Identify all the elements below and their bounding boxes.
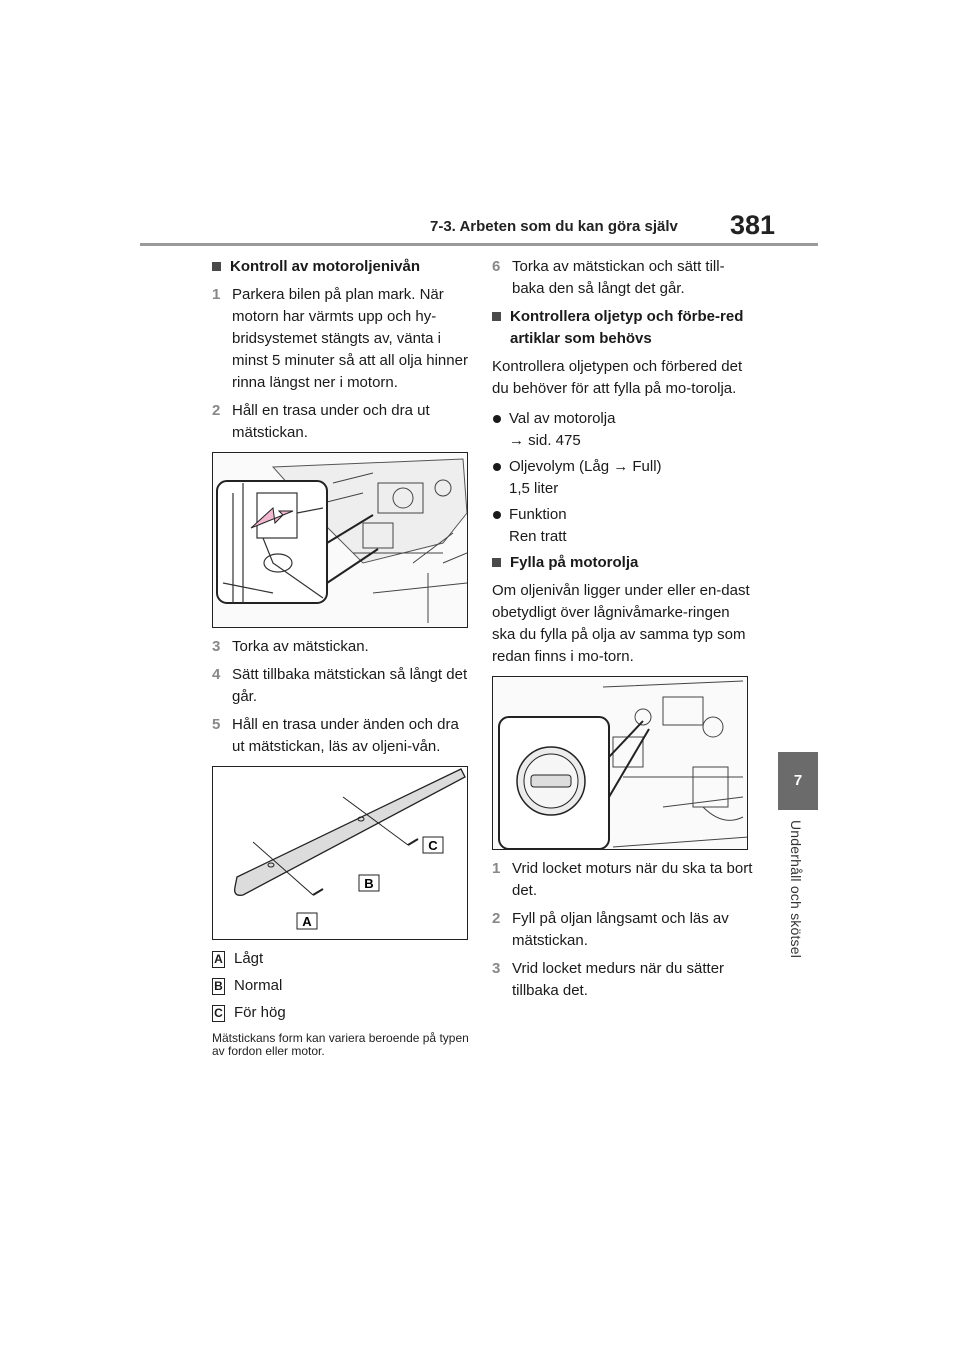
- section-heading: Kontrollera oljetyp och förbe-red artiklar som behövs: [492, 306, 754, 350]
- legend-letter: B: [212, 978, 225, 995]
- step: 3 Vrid locket medurs när du sätter tillbaka det.: [492, 960, 725, 999]
- legend-item: C För hög: [212, 1002, 470, 1024]
- square-bullet-icon: [212, 256, 224, 278]
- svg-text:B: B: [364, 876, 374, 891]
- step: 4 Sätt tillbaka mätstickan så långt det går.: [212, 666, 468, 705]
- legend-item: A Lågt: [212, 948, 470, 970]
- step: 1 Parkera bilen på plan mark. När motorn har värmts upp och hy-bridsystemet stängts av, vänta i minst 5 minuter så att all olja hinner rinna längst ner i motorn.: [212, 286, 468, 391]
- page-number: 381: [730, 210, 776, 240]
- legend-letter: C: [212, 1005, 225, 1022]
- footnote: Mätstickans form kan variera beroende på typen av fordon eller motor.: [212, 1031, 469, 1058]
- engine-dipstick-illustration: [212, 452, 468, 628]
- chapter-label: Underhåll och skötsel: [788, 820, 804, 959]
- step: 6 Torka av mätstickan och sätt till-baka den så långt det går.: [492, 258, 725, 297]
- bullet-item: Oljevolym (Låg → Full) 1,5 liter: [492, 456, 754, 500]
- step: 1 Vrid locket moturs när du ska ta bort det.: [492, 860, 753, 899]
- svg-text:C: C: [428, 838, 438, 853]
- oil-filler-cap-illustration: [492, 676, 748, 850]
- square-bullet-icon: [492, 306, 504, 350]
- step: 2 Håll en trasa under och dra ut mätstickan.: [212, 402, 430, 441]
- dipstick-level-illustration: [212, 766, 468, 940]
- left-column: [212, 256, 470, 1058]
- paragraph: Kontrollera oljetypen och förbered det du behöver för att fylla på mo-torolja.: [492, 358, 743, 397]
- paragraph: Om oljenivån ligger under eller en-dast obetydligt över lågnivåmarke-ringen ska du fylla på olja av samma typ som redan finns i mo-torn.: [492, 582, 750, 665]
- right-column: [492, 256, 754, 1008]
- step: 3 Torka av mätstickan.: [212, 638, 369, 655]
- header-rule: [140, 243, 818, 246]
- legend-letter: A: [212, 951, 225, 968]
- section-heading: Kontroll av motoroljenivån: [212, 256, 470, 278]
- step: 2 Fyll på oljan långsamt och läs av mätstickan.: [492, 910, 729, 949]
- step: 5 Håll en trasa under änden och dra ut mätstickan, läs av oljeni-vån.: [212, 716, 459, 755]
- bullet-icon: [492, 456, 509, 500]
- legend-item: B Normal: [212, 975, 470, 997]
- svg-text:A: A: [302, 914, 312, 929]
- chapter-tab: 7: [778, 752, 818, 810]
- bullet-item: Val av motorolja → sid. 475: [492, 408, 754, 452]
- section-heading: Fylla på motorolja: [492, 552, 754, 574]
- square-bullet-icon: [492, 552, 504, 574]
- section-title: 7-3. Arbeten som du kan göra själv: [430, 218, 678, 235]
- bullet-icon: [492, 504, 509, 548]
- bullet-icon: [492, 408, 509, 452]
- bullet-item: Funktion Ren tratt: [492, 504, 754, 548]
